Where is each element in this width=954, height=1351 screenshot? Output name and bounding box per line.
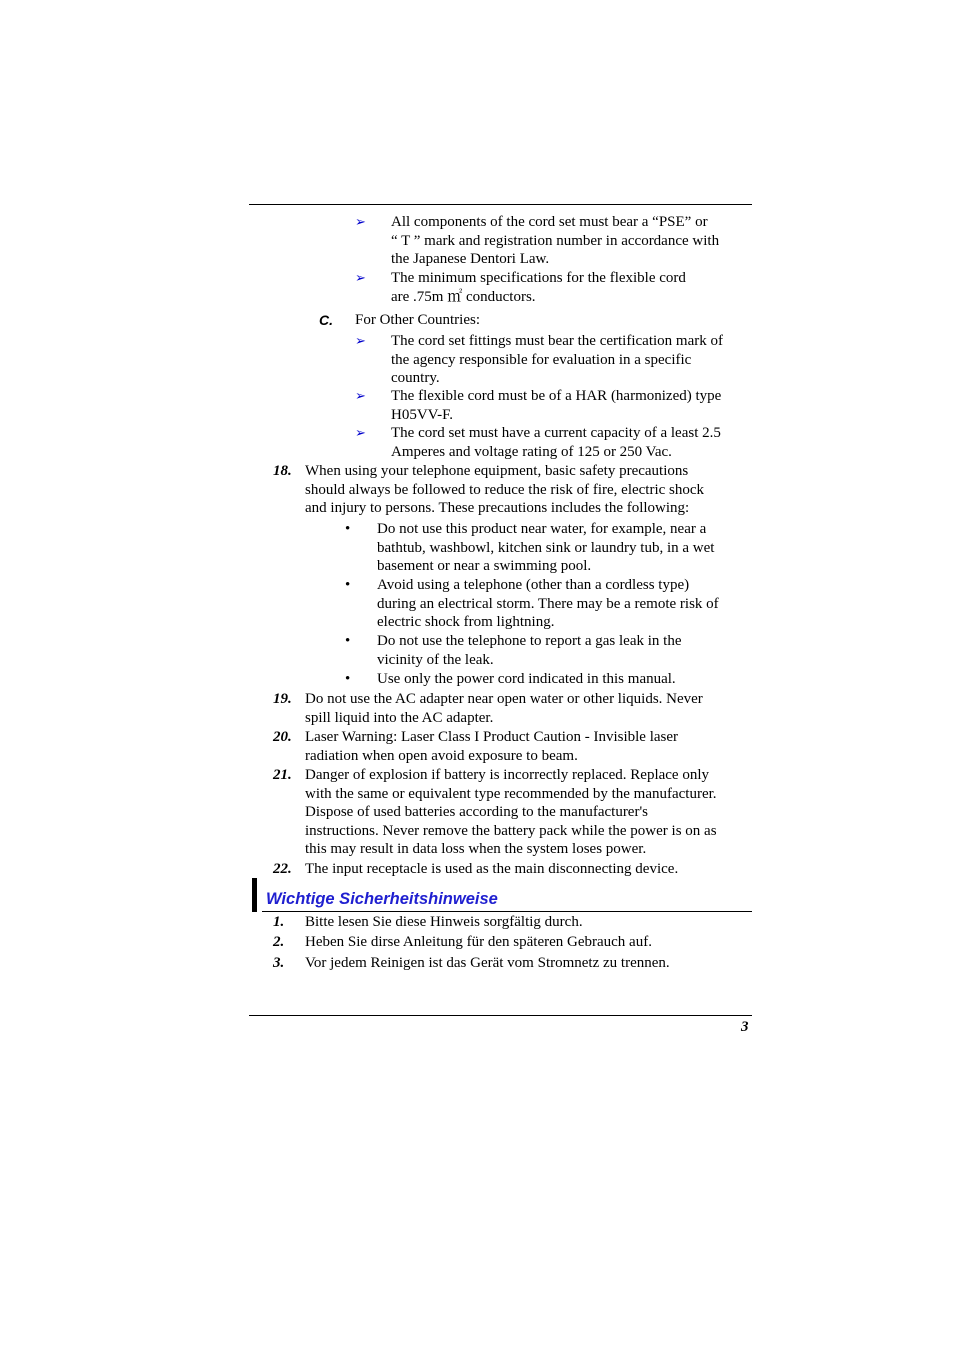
bullet-icon: • <box>345 671 351 687</box>
section-title: For Other Countries: <box>355 312 480 328</box>
item-number: 22. <box>273 861 292 877</box>
item-text: Vor jedem Reinigen ist das Gerät vom Stromnetz zu trennen. <box>305 955 670 971</box>
list-item: The minimum specifications for the flexible cord are .75m ㎡ conductors. <box>391 270 686 305</box>
list-item: Do not use this product near water, for example, near a bathtub, washbowl, kitchen sink or laundry tub, in a wet basement or near a swimming pool. <box>377 521 715 574</box>
arrow-icon: ➢ <box>355 425 366 440</box>
page-number: 3 <box>741 1019 749 1035</box>
arrow-icon: ➢ <box>355 214 366 229</box>
heading-bar <box>252 878 257 912</box>
item-number: 1. <box>273 914 285 930</box>
item-text: Do not use the AC adapter near open water or other liquids. Never spill liquid into the AC adapter. <box>305 691 703 726</box>
item-text: Danger of explosion if battery is incorrectly replaced. Replace only with the same or equivalent type recommended by the manufacturer. Dispose of used batteries according to the manufacturer's instructions. Never remove the battery pack while the power is on as this may result in data loss when the system loses power. <box>305 767 717 857</box>
item-text: Laser Warning: Laser Class I Product Caution - Invisible laser radiation when open avoid exposure to beam. <box>305 729 679 764</box>
heading-rule <box>262 911 752 912</box>
list-item: The cord set must have a current capacity of a least 2.5 Amperes and voltage rating of 125 or 250 Vac. <box>391 425 721 460</box>
section-letter: C. <box>319 312 333 328</box>
arrow-icon: ➢ <box>355 333 366 348</box>
bullet-icon: • <box>345 577 351 593</box>
item-number: 21. <box>273 767 292 783</box>
item-number: 2. <box>273 934 285 950</box>
list-item: The cord set fittings must bear the certification mark of the agency responsible for evaluation in a specific country. <box>391 333 723 386</box>
item-text: The input receptacle is used as the main disconnecting device. <box>305 861 679 877</box>
bullet-icon: • <box>345 633 351 649</box>
list-item: All components of the cord set must bear a “PSE” or “ T ” mark and registration number in accordance with the Japanese Dentori Law. <box>391 214 720 267</box>
item-number: 18. <box>273 463 292 479</box>
item-text: Bitte lesen Sie diese Hinweis sorgfältig durch. <box>305 914 583 930</box>
item-text: When using your telephone equipment, basic safety precautions should always be followed to reduce the risk of fire, electric shock and injury to persons. These precautions includes the following: <box>305 463 705 516</box>
list-item: Avoid using a telephone (other than a cordless type) during an electrical storm. There may be a remote risk of electric shock from lightning. <box>377 577 719 630</box>
list-item: Use only the power cord indicated in this manual. <box>377 671 676 687</box>
section-heading: Wichtige Sicherheitshinweise <box>266 890 498 908</box>
item-number: 19. <box>273 691 292 707</box>
bullet-icon: • <box>345 521 351 537</box>
list-item: Do not use the telephone to report a gas leak in the vicinity of the leak. <box>377 633 682 668</box>
header-rule <box>249 204 752 205</box>
footer-rule <box>249 1015 752 1016</box>
arrow-icon: ➢ <box>355 270 366 285</box>
item-text: Heben Sie dirse Anleitung für den späteren Gebrauch auf. <box>305 934 652 950</box>
list-item: The flexible cord must be of a HAR (harmonized) type H05VV-F. <box>391 388 722 423</box>
item-number: 20. <box>273 729 292 745</box>
item-number: 3. <box>273 955 285 971</box>
arrow-icon: ➢ <box>355 388 366 403</box>
